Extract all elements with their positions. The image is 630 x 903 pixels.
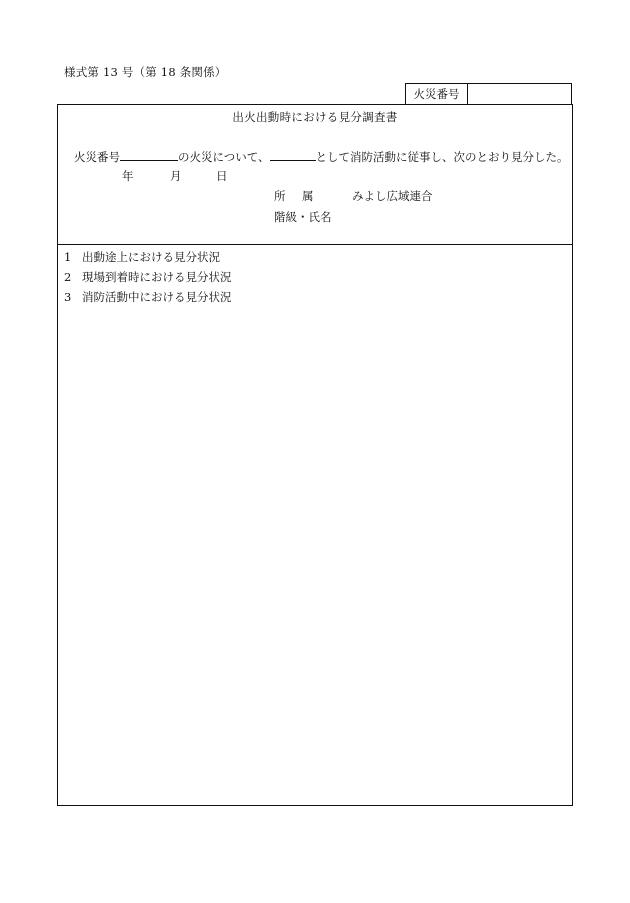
form-id: 様式第 13 号（第 18 条関係） bbox=[64, 65, 227, 79]
item-number: 2 bbox=[64, 270, 72, 284]
day-label: 日 bbox=[216, 169, 228, 183]
list-item bbox=[64, 247, 232, 267]
year-label: 年 bbox=[122, 169, 134, 183]
header-section bbox=[58, 105, 572, 245]
fire-number-box bbox=[405, 83, 572, 104]
item-number: 3 bbox=[64, 290, 72, 304]
affiliation-value: みよし広域連合 bbox=[352, 189, 433, 203]
fire-number-label: 火災番号 bbox=[406, 84, 468, 104]
observation-items bbox=[64, 247, 232, 307]
item-text: 出動途上における見分状況 bbox=[82, 250, 220, 264]
statement-middle: の火災について、 bbox=[178, 150, 270, 164]
fire-number-blank[interactable] bbox=[120, 150, 178, 161]
affiliation-label-a: 所 bbox=[274, 189, 286, 203]
statement-prefix: 火災番号 bbox=[74, 150, 120, 164]
fire-number-value[interactable] bbox=[468, 84, 571, 104]
date-line bbox=[122, 168, 228, 184]
affiliation-label-b: 属 bbox=[302, 189, 314, 203]
main-frame bbox=[57, 104, 573, 806]
statement-line bbox=[74, 149, 569, 165]
item-number: 1 bbox=[64, 250, 72, 264]
list-item bbox=[64, 287, 232, 307]
document-title: 出火出動時における見分調査書 bbox=[232, 110, 398, 124]
affiliation-line bbox=[274, 188, 433, 204]
statement-suffix: として消防活動に従事し、次のとおり見分した。 bbox=[315, 150, 569, 164]
item-text: 現場到着時における見分状況 bbox=[82, 270, 232, 284]
item-text: 消防活動中における見分状況 bbox=[82, 290, 232, 304]
month-label: 月 bbox=[170, 169, 182, 183]
list-item bbox=[64, 267, 232, 287]
rank-name-label: 階級・氏名 bbox=[274, 210, 332, 224]
role-blank[interactable] bbox=[270, 150, 316, 161]
